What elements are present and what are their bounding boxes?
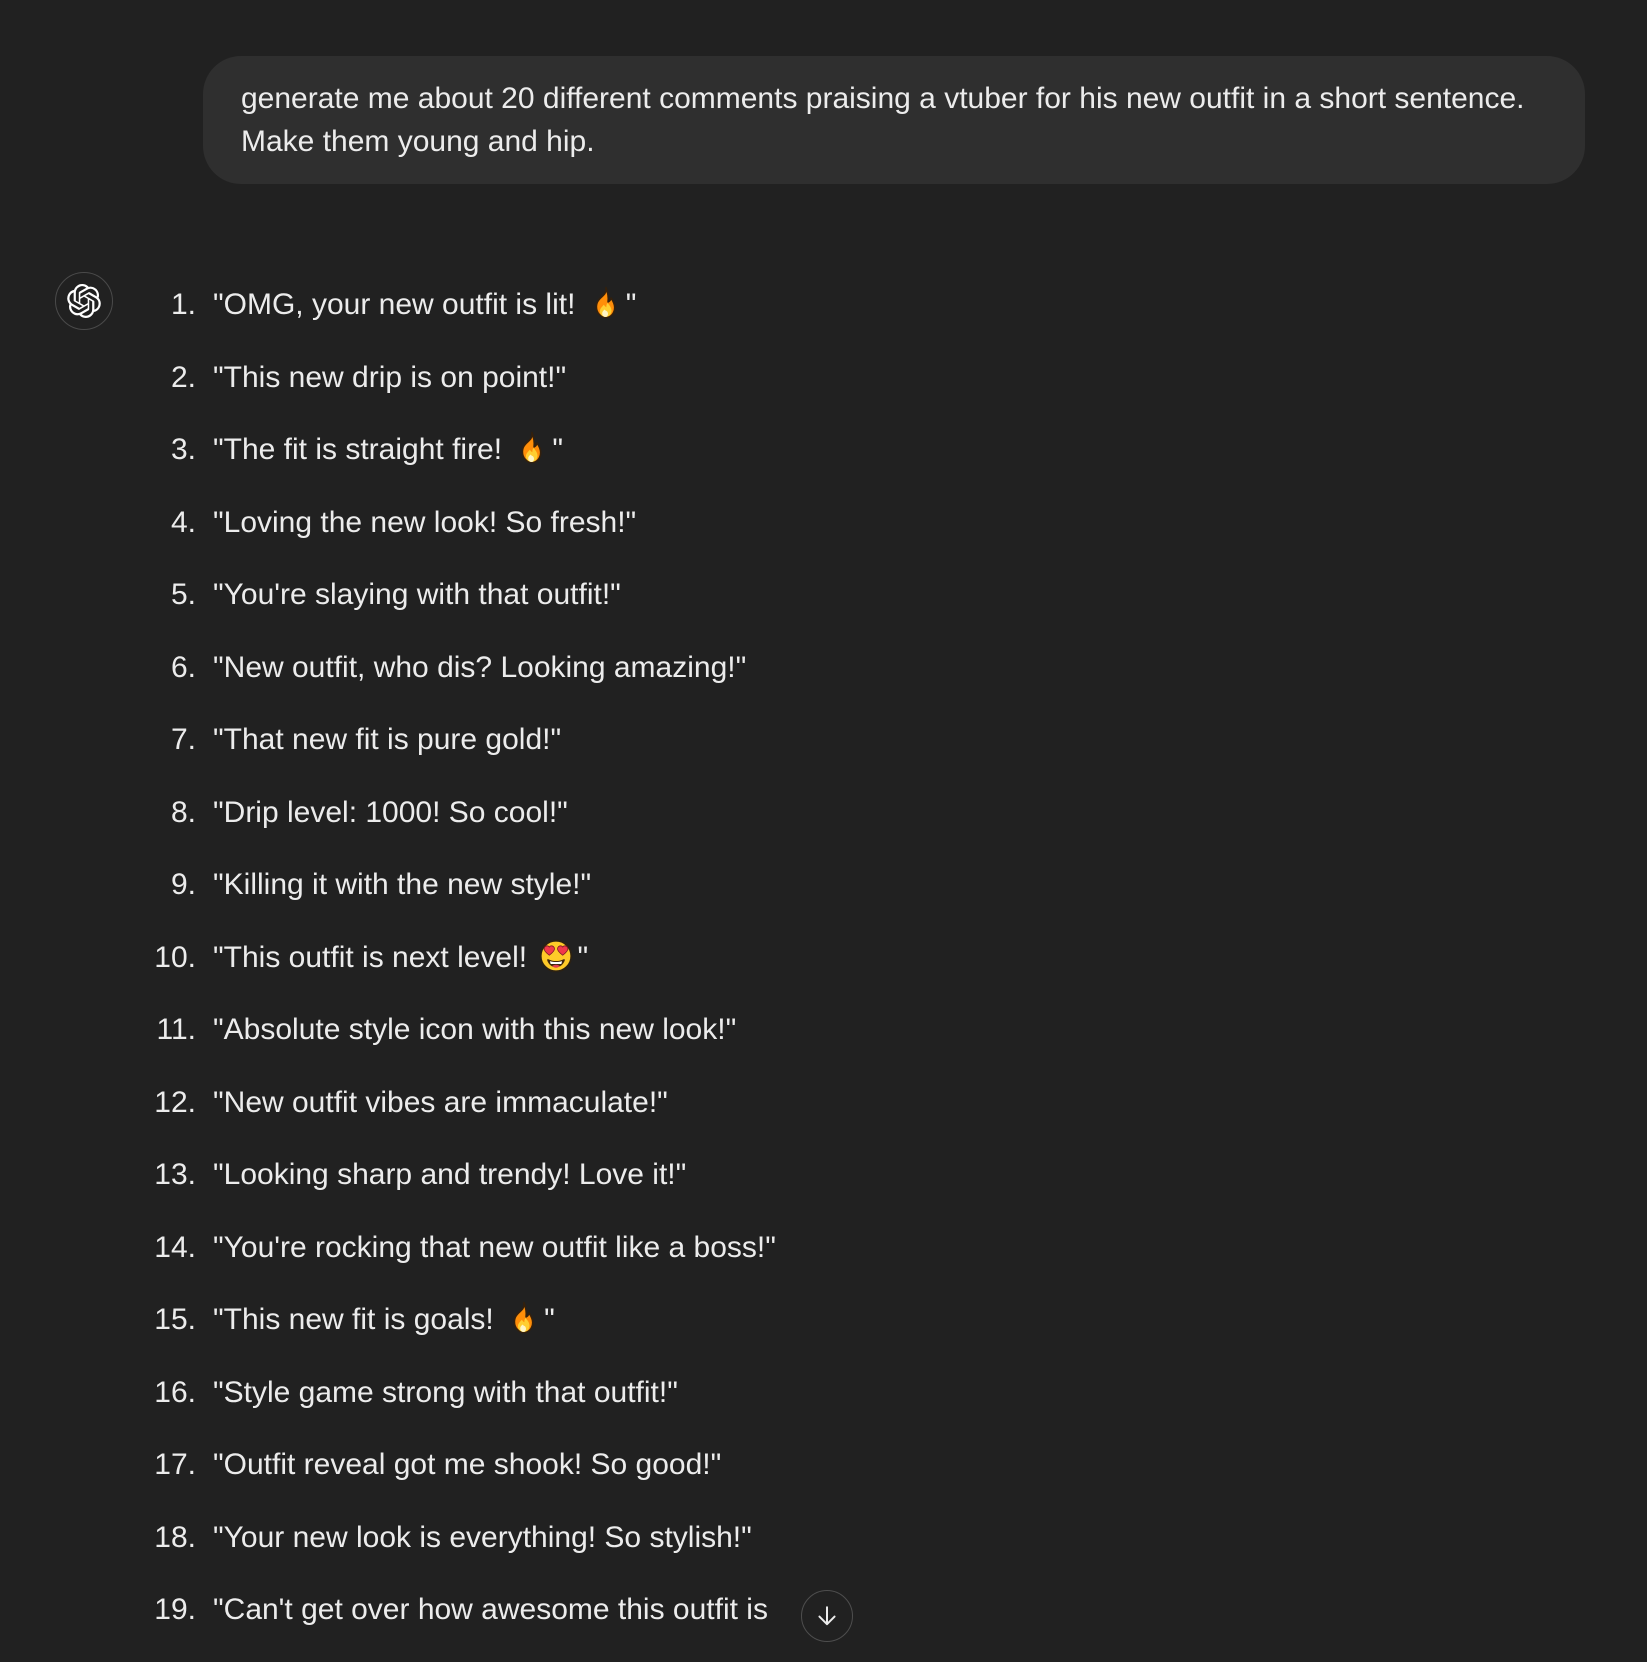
- list-item: [140, 1517, 1540, 1559]
- list-item-number: 17.: [154, 1448, 196, 1481]
- list-item: [140, 357, 1540, 399]
- list-item: [140, 429, 1540, 471]
- list-item-number: 3.: [170, 433, 196, 466]
- list-item-text: "That new fit is pure gold!": [213, 723, 562, 756]
- list-item-text: "Killing it with the new style!": [213, 868, 592, 901]
- list-item-number: 15.: [154, 1303, 196, 1336]
- openai-logo-icon: [67, 284, 101, 318]
- user-message-bubble: [203, 56, 1585, 184]
- list-item: [140, 792, 1540, 834]
- list-item-number: 7.: [170, 723, 196, 756]
- response-list: [140, 284, 1540, 1662]
- heart-eyes-emoji-icon: [538, 938, 574, 974]
- list-item-text: "Drip level: 1000! So cool!": [213, 795, 568, 829]
- list-item-text: "This outfit is next level! ": [213, 937, 1540, 979]
- list-item-text: "Loving the new look! So fresh!": [213, 505, 637, 539]
- list-item-text: "This new fit is goals! ": [213, 1299, 1540, 1341]
- list-item-text: "The fit is straight fire! ": [213, 429, 1540, 471]
- list-item-text: "You're rocking that new outfit like a boss!": [213, 1230, 776, 1264]
- list-item-number: 11.: [156, 1013, 196, 1046]
- user-message-text: generate me about 20 different comments praising a vtuber for his new outfit in a short sentence. Make them young and hip.: [241, 82, 1525, 158]
- list-item-number: 13.: [154, 1158, 196, 1191]
- list-item-number: 19.: [154, 1593, 196, 1626]
- list-item-number: 12.: [154, 1085, 196, 1119]
- list-item: [140, 1154, 1540, 1196]
- list-item: [140, 574, 1540, 616]
- list-item: [140, 1009, 1540, 1051]
- fire-emoji-icon: [513, 430, 549, 466]
- list-item-text: "Can't get over how awesome this outfit is: [213, 1593, 768, 1626]
- list-item-number: 8.: [170, 795, 196, 829]
- list-item-text: "New outfit, who dis? Looking amazing!": [213, 650, 747, 684]
- scroll-to-bottom-button[interactable]: [801, 1590, 853, 1642]
- list-item: [140, 864, 1540, 906]
- list-item-text: "Absolute style icon with this new look!": [213, 1013, 737, 1046]
- list-item-text: "New outfit vibes are immaculate!": [213, 1085, 668, 1119]
- list-item-number: 10.: [154, 940, 196, 974]
- list-item-number: 14.: [154, 1230, 196, 1264]
- list-item: [140, 647, 1540, 689]
- list-item-text: "Looking sharp and trendy! Love it!": [213, 1158, 687, 1191]
- fire-emoji-icon: [505, 1300, 541, 1336]
- list-item-text: "OMG, your new outfit is lit! ": [213, 284, 1540, 326]
- list-item-text: "Style game strong with that outfit!": [213, 1375, 678, 1409]
- list-item: [140, 1444, 1540, 1486]
- list-item: [140, 284, 1540, 326]
- list-item-number: 5.: [170, 578, 196, 611]
- list-item-number: 1.: [170, 288, 196, 321]
- list-item-number: 6.: [170, 650, 196, 684]
- list-item-number: 4.: [170, 505, 196, 539]
- list-item-text: "Your new look is everything! So stylish!": [213, 1520, 752, 1554]
- list-item: [140, 1372, 1540, 1414]
- list-item: [140, 1227, 1540, 1269]
- fire-emoji-icon: [587, 285, 623, 321]
- list-item-number: 16.: [154, 1375, 196, 1409]
- list-item-text: "Outfit reveal got me shook! So good!": [213, 1448, 722, 1481]
- list-item-text: "You're slaying with that outfit!": [213, 578, 621, 611]
- list-item: [140, 1299, 1540, 1341]
- list-item-text: "This new drip is on point!": [213, 360, 567, 394]
- list-item-number: 9.: [170, 868, 196, 901]
- list-item: [140, 502, 1540, 544]
- list-item: [140, 719, 1540, 761]
- list-item-number: 18.: [154, 1520, 196, 1554]
- list-item: [140, 1082, 1540, 1124]
- assistant-avatar: [55, 272, 113, 330]
- list-item: [140, 937, 1540, 979]
- arrow-down-icon: [813, 1602, 841, 1630]
- list-item-number: 2.: [170, 360, 196, 394]
